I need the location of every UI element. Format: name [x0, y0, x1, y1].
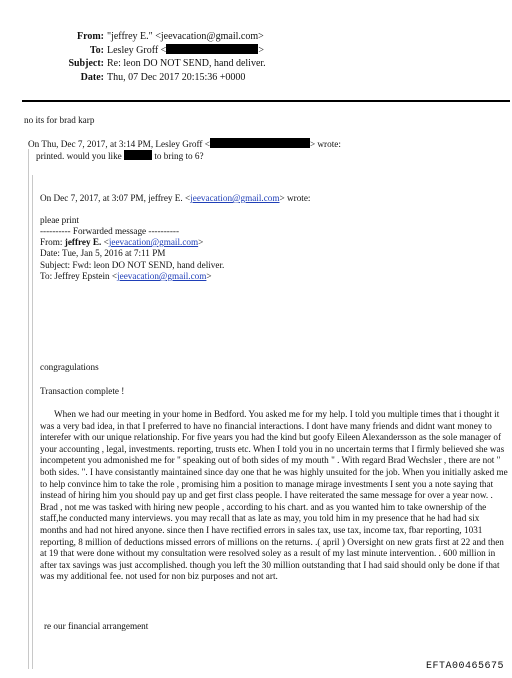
to-value-start: Lesley Groff < [107, 44, 167, 56]
forwarded-to-end: > [206, 271, 212, 281]
email-link[interactable]: jeevacation@gmail.com [108, 237, 199, 247]
quote1-text [36, 150, 204, 162]
email-link[interactable]: jeevacation@gmail.com [117, 271, 207, 281]
forwarded-to [40, 271, 212, 282]
forwarded-from [40, 237, 203, 248]
reply-text: no its for brad karp [24, 115, 95, 125]
redaction-bar [210, 138, 310, 148]
date-label: Date: [80, 71, 104, 83]
quote1-text-end: to bring to 6? [154, 151, 204, 161]
date-row [0, 71, 300, 85]
to-label: To: [89, 44, 104, 56]
letter-greeting: congragulations [40, 362, 99, 372]
quote-bar-level2 [32, 175, 33, 669]
quote2-intro-start: On Dec 7, 2017, at 3:07 PM, jeffrey E. < [40, 193, 191, 203]
quote2-text: pleae print [40, 215, 80, 225]
quote1-intro-start: On Thu, Dec 7, 2017, at 3:14 PM, Lesley Groff < [28, 139, 210, 149]
from-row [0, 30, 300, 44]
quote-bar-level1 [28, 149, 29, 669]
to-value-end: > [258, 44, 264, 56]
forwarded-from-label: From: [40, 237, 63, 247]
email-link[interactable]: jeevacation@gmail.com [190, 193, 280, 203]
quote2-intro [40, 193, 310, 204]
forwarded-to-start: To: Jeffrey Epstein < [40, 271, 118, 281]
redaction-bar [166, 44, 258, 54]
subject-value: Re: leon DO NOT SEND, hand deliver. [107, 58, 266, 69]
from-value: "jeffrey E." <jeevacation@gmail.com> [107, 31, 264, 42]
from-label: From: [76, 31, 104, 42]
quote2-intro-end: > wrote: [279, 193, 311, 203]
letter-closing: re our financial arrangement [44, 621, 149, 631]
quote1-text-start: printed. would you like [36, 151, 122, 161]
document-id: EFTA00465675 [425, 661, 504, 672]
header-divider [22, 100, 510, 102]
letter-body-text: When we had our meeting in your home in Bedford. You asked me for my help. I told you multiple times that i thought it was a very bad idea, in that I preferred to have no financial interactions. I dont have many friends and didnt want money to interefer with our unique relationship. For five years you had the kind but goofy Eileen Alexandersson as the sole manager of your accounting , legal, investments. reporting, trusts etc. When I told you in no uncertain terms that I firmly believed she was incompetent you admonished me for " speaking out of both sides of my mouth " . With regard Brad Wechsler , there are not " both sides. ". I have consistantly maintained since day one that he was highly unsuited for the job. When you initially asked me to help convince him to take the role , promising him a position to manage mirage investments I sent you a note saying that instead of hiring him you should pay up and get first class people. I have reiterated the same message for over a year now. . Brad , not me was tasked with hiring new people , according to his chart. and as you wanted him to take ownership of the staff,he conducted many interviews. you may recall that as late as may, you told him in my presence that he had had six months and had not hired anyone. since then I have rectified errors in sales tax, use tax, income tax, fbar reporting, 1031 reporting, 8 million of deductions missed errors of millions on the returns. .( april ) Oversight on new grats first at 22 and then at 19 that were done without my consultation were resolved soley as a result of my last minute intervention. . 600 million in after tax savings was just accomplished. though you left the 30 million outstanding that I had said should only be done if that was my additional fee. not used for non biz purposes and not art. [40, 409, 508, 582]
email-header [0, 30, 300, 84]
date-value: Thu, 07 Dec 2017 20:15:36 +0000 [107, 71, 246, 83]
to-row [0, 44, 300, 58]
quote1-intro [28, 138, 341, 150]
forwarded-from-close: > [198, 237, 204, 247]
forwarded-date: Date: Tue, Jan 5, 2016 at 7:11 PM [40, 248, 166, 258]
quote1-intro-end: > wrote: [309, 139, 341, 149]
letter-body [40, 409, 508, 583]
letter-transaction: Transaction complete ! [40, 386, 125, 396]
forwarded-from-open: < [101, 237, 109, 247]
redaction-bar [124, 150, 152, 160]
forwarded-subject: Subject: Fwd: leon DO NOT SEND, hand deliver. [40, 260, 225, 270]
subject-label: Subject: [68, 58, 104, 69]
forwarded-from-name: jeffrey E. [64, 237, 102, 247]
subject-row [0, 57, 300, 71]
forwarded-divider: ---------- Forwarded message ---------- [40, 226, 180, 236]
